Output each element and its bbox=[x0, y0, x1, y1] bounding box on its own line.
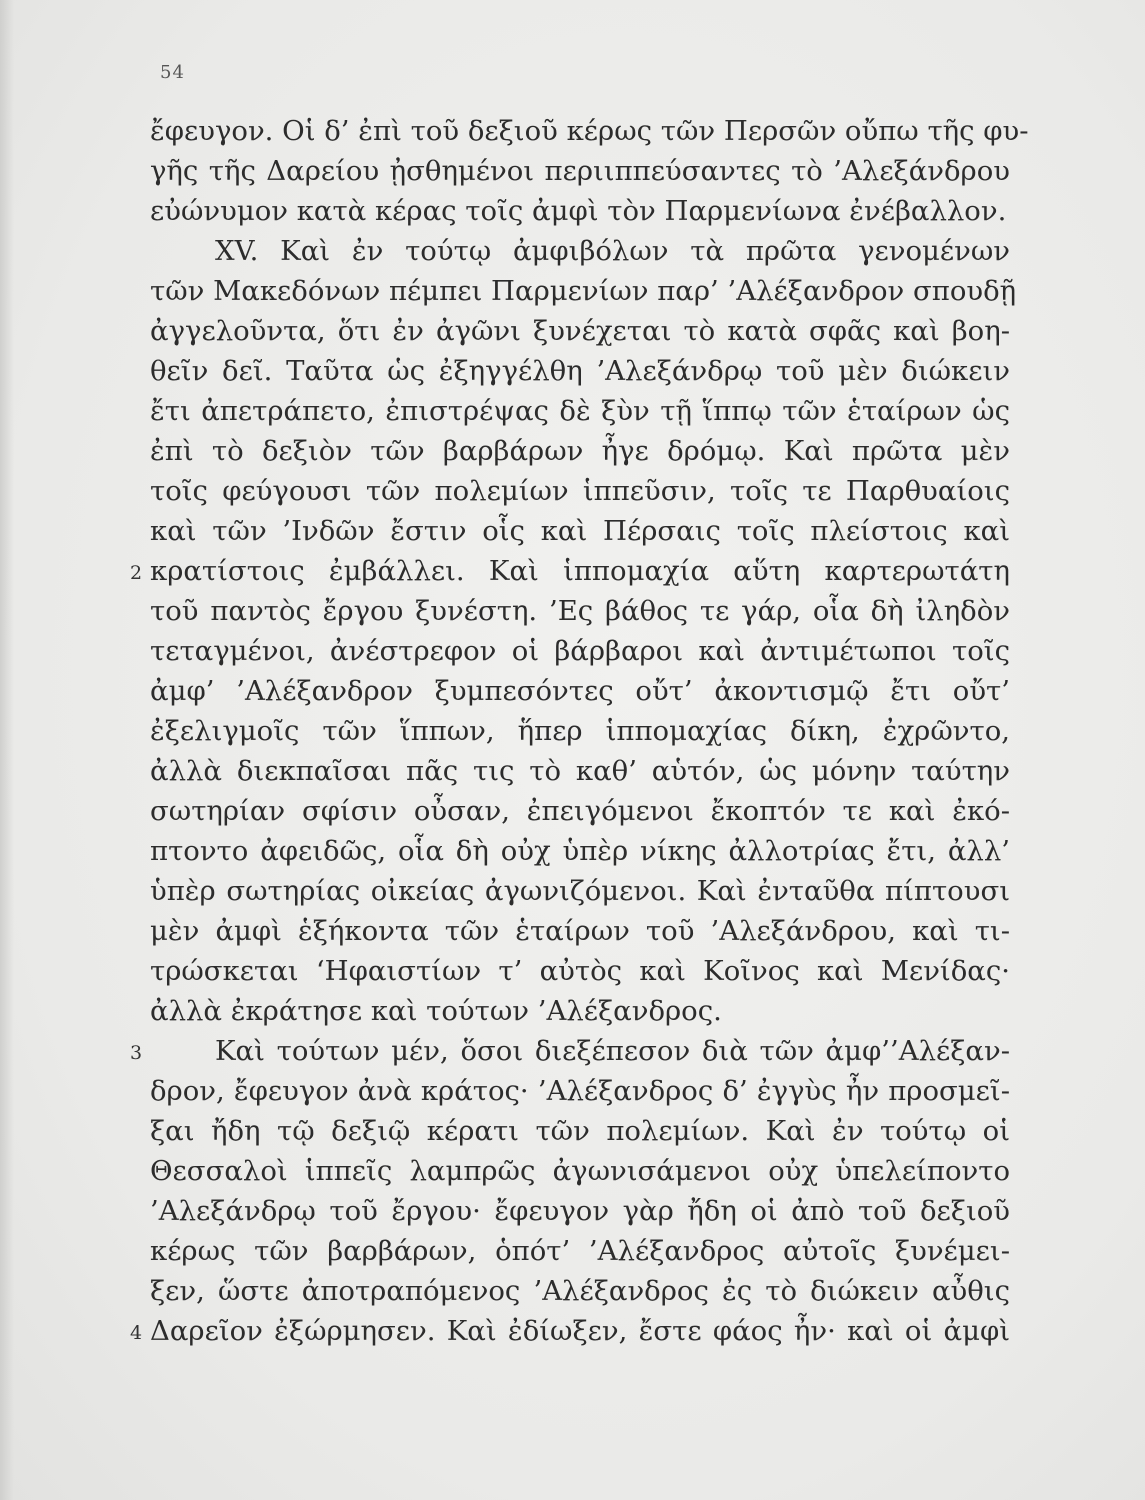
text-line: Δαρεῖον ἐξώρμησεν. Καὶ ἐδίωξεν, ἔστε φάος ἦν· καὶ οἱ ἀμφὶ bbox=[150, 1315, 1010, 1347]
text-line: τρώσκεται ‘Ηφαιστίων τ’ αὐτὸς καὶ Κοῖνος καὶ Μενίδας· bbox=[150, 955, 1010, 987]
text-line: κέρως τῶν βαρβάρων, ὁπότ’ ’Αλέξανδρος αὐτοῖς ξυνέμει- bbox=[150, 1235, 1010, 1267]
text-line: ἀμφ’ ’Αλέξανδρον ξυμπεσόντες οὔτ’ ἀκοντισμῷ ἔτι οὔτ’ bbox=[150, 675, 1010, 707]
text-line: γῆς τῆς Δαρείου ᾐσθημένοι περιιππεύσαντες τὸ ’Αλεξάνδρου bbox=[150, 155, 1010, 187]
text-line: σωτηρίαν σφίσιν οὖσαν, ἐπειγόμενοι ἔκοπτόν τε καὶ ἐκό- bbox=[150, 795, 1010, 827]
text-line: ἀγγελοῦντα, ὅτι ἐν ἀγῶνι ξυνέχεται τὸ κατὰ σφᾶς καὶ βοη- bbox=[150, 315, 1010, 347]
text-line: τοῦ παντὸς ἔργου ξυνέστη. ’Ες βάθος τε γάρ, οἷα δὴ ἰληδὸν bbox=[150, 595, 1010, 627]
text-line: ἐξελιγμοῖς τῶν ἵππων, ἥπερ ἱππομαχίας δίκη, ἐχρῶντο, bbox=[150, 715, 1010, 747]
text-line: ξεν, ὥστε ἀποτραπόμενος ’Αλέξανδρος ἐς τὸ διώκειν αὖθις bbox=[150, 1275, 1010, 1307]
text-line: θεῖν δεῖ. Ταῦτα ὡς ἐξηγγέλθη ’Αλεξάνδρῳ τοῦ μὲν διώκειν bbox=[150, 355, 1010, 387]
margin-section-number: 4 bbox=[130, 1322, 143, 1344]
text-line: Θεσσαλοὶ ἱππεῖς λαμπρῶς ἀγωνισάμενοι οὐχ ὑπελείποντο bbox=[150, 1155, 1010, 1187]
text-line: μὲν ἀμφὶ ἑξήκοντα τῶν ἑταίρων τοῦ ’Αλεξάνδρου, καὶ τι- bbox=[150, 915, 1010, 947]
text-line: ἀλλὰ διεκπαῖσαι πᾶς τις τὸ καθ’ αὑτόν, ὡς μόνην ταύτην bbox=[150, 755, 1010, 787]
binding-shadow bbox=[0, 0, 14, 1500]
text-line: εὐώνυμον κατὰ κέρας τοῖς ἀμφὶ τὸν Παρμενίωνα ἐνέβαλλον. bbox=[150, 195, 1007, 227]
margin-section-number: 3 bbox=[130, 1042, 143, 1064]
text-line: τεταγμένοι, ἀνέστρεφον οἱ βάρβαροι καὶ ἀντιμέτωποι τοῖς bbox=[150, 635, 1010, 667]
text-line: ἔτι ἀπετράπετο, ἐπιστρέψας δὲ ξὺν τῇ ἵππῳ τῶν ἑταίρων ὡς bbox=[150, 395, 1010, 427]
text-line: τῶν Μακεδόνων πέμπει Παρμενίων παρ’ ’Αλέξανδρον σπουδῇ bbox=[150, 275, 1017, 307]
text-line: πτοντο ἀφειδῶς, οἷα δὴ οὐχ ὑπὲρ νίκης ἀλλοτρίας ἔτι, ἀλλ’ bbox=[150, 835, 1010, 867]
text-line: ἐπὶ τὸ δεξιὸν τῶν βαρβάρων ἦγε δρόμῳ. Καὶ πρῶτα μὲν bbox=[150, 435, 1010, 467]
margin-section-number: 2 bbox=[130, 562, 143, 584]
text-line: τοῖς φεύγουσι τῶν πολεμίων ἱππεῦσιν, τοῖς τε Παρθυαίοις bbox=[150, 475, 1010, 507]
text-line: κρατίστοις ἐμβάλλει. Καὶ ἱππομαχία αὕτη καρτερωτάτη bbox=[150, 555, 1010, 587]
text-line: XV. Καὶ ἐν τούτῳ ἀμφιβόλων τὰ πρῶτα γενομένων bbox=[215, 235, 1010, 267]
text-line: ἔφευγον. Οἱ δ’ ἐπὶ τοῦ δεξιοῦ κέρως τῶν Περσῶν οὔπω τῆς φυ- bbox=[150, 115, 1029, 147]
text-line: δρον, ἔφευγον ἀνὰ κράτος· ’Αλέξανδρος δ’ ἐγγὺς ἦν προσμεῖ- bbox=[150, 1075, 1010, 1107]
text-line: ξαι ἤδη τῷ δεξιῷ κέρατι τῶν πολεμίων. Καὶ ἐν τούτῳ οἱ bbox=[150, 1115, 1010, 1147]
text-line: ὑπὲρ σωτηρίας οἰκείας ἀγωνιζόμενοι. Καὶ ἐνταῦθα πίπτουσι bbox=[150, 875, 1010, 907]
page-number: 54 bbox=[160, 62, 185, 83]
text-line: Καὶ τούτων μέν, ὅσοι διεξέπεσον διὰ τῶν ἀμφ’’Αλέξαν- bbox=[215, 1035, 1010, 1067]
text-line: ’Αλεξάνδρῳ τοῦ ἔργου· ἔφευγον γὰρ ἤδη οἱ ἀπὸ τοῦ δεξιοῦ bbox=[150, 1195, 1010, 1227]
text-line: ἀλλὰ ἐκράτησε καὶ τούτων ’Αλέξανδρος. bbox=[150, 995, 722, 1027]
text-line: καὶ τῶν ’Ινδῶν ἔστιν οἷς καὶ Πέρσαις τοῖς πλείστοις καὶ bbox=[150, 515, 1010, 547]
